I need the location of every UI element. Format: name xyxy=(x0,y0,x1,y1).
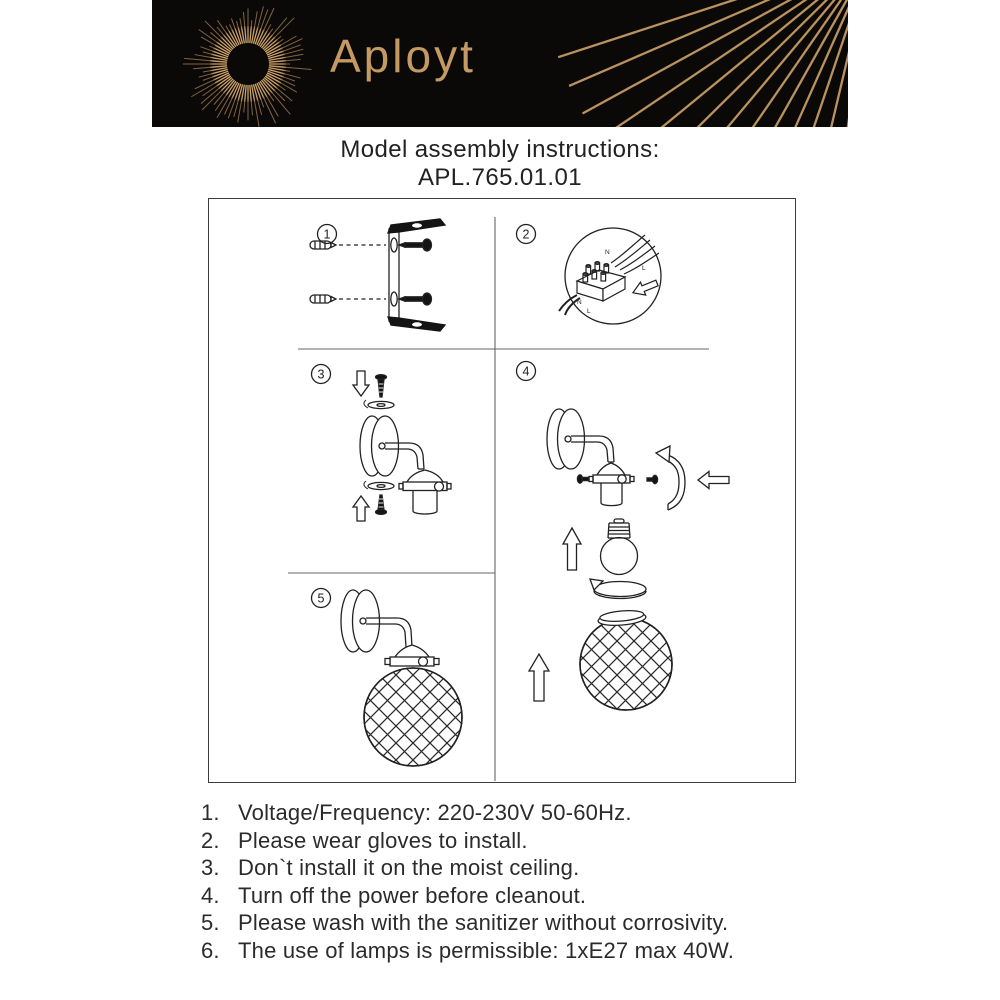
list-item xyxy=(201,937,881,965)
step4-panel xyxy=(517,362,730,711)
banner-art xyxy=(152,0,848,127)
item-number: 3. xyxy=(201,855,220,881)
assembly-diagram xyxy=(208,198,796,783)
step3-panel xyxy=(312,365,452,522)
bulb-up-arrow xyxy=(563,528,581,570)
item-text: Please wear gloves to install. xyxy=(238,827,528,853)
washer-top xyxy=(364,400,394,409)
list-item xyxy=(201,854,881,882)
brand-banner xyxy=(152,0,848,127)
mesh-shade xyxy=(580,609,672,710)
supply-wires xyxy=(611,235,659,274)
item-text: Don`t install it on the moist ceiling. xyxy=(238,855,580,881)
screw-in-rotate-arrow xyxy=(590,579,646,599)
step3-number: 3 xyxy=(317,367,325,382)
item-text: Voltage/Frequency: 220-230V 50-60Hz. xyxy=(238,800,632,825)
step5-number: 5 xyxy=(317,591,325,606)
wire-label-n2: N xyxy=(577,299,582,306)
item-number: 2. xyxy=(201,827,220,853)
anchor-screw-top xyxy=(310,239,432,251)
step1-panel xyxy=(310,219,445,331)
instruction-list xyxy=(201,799,881,965)
anchor-screw-bottom xyxy=(310,293,432,305)
rotate-crescent-arrow xyxy=(656,446,685,510)
item-text: The use of lamps is permissible: 1xE27 max 40W. xyxy=(238,937,735,963)
item-text: Turn off the power before cleanout. xyxy=(238,882,587,908)
wire-label-l1: L xyxy=(642,265,646,272)
list-item xyxy=(201,909,881,937)
insert-arrow xyxy=(630,277,659,300)
canopy-screw-bottom xyxy=(376,495,387,514)
list-item xyxy=(201,799,881,827)
list-item xyxy=(201,827,881,855)
brand-logo-text: Aployt xyxy=(330,30,476,82)
model-number: APL.765.01.01 xyxy=(417,164,582,191)
push-left-arrow xyxy=(698,472,729,489)
socket-holder xyxy=(399,470,451,514)
page-title: Model assembly instructions: xyxy=(340,136,660,163)
item-number: 1. xyxy=(201,800,220,825)
step4-number: 4 xyxy=(522,364,530,379)
item-number: 5. xyxy=(201,910,220,936)
mounted-lamp-body xyxy=(547,409,634,506)
step2-number: 2 xyxy=(522,227,530,242)
terminal-block xyxy=(577,262,625,301)
washer-bottom xyxy=(364,481,394,490)
wall-canopy xyxy=(360,416,399,476)
light-bulb xyxy=(601,519,638,575)
sunburst-logo xyxy=(183,6,312,126)
item-number: 6. xyxy=(201,937,220,963)
list-item xyxy=(201,882,881,910)
down-arrow xyxy=(353,371,369,396)
assembly-diagram-canvas xyxy=(209,199,794,781)
wire-label-n1: N xyxy=(605,249,610,256)
item-text: Please wash with the sanitizer without corrosivity. xyxy=(238,910,729,936)
shade-up-arrow xyxy=(529,654,549,701)
up-arrow xyxy=(353,496,369,521)
step5-panel xyxy=(312,589,463,767)
corner-rays xyxy=(558,0,848,127)
wire-label-l2: L xyxy=(587,308,591,315)
step2-panel xyxy=(517,225,662,325)
finished-lamp xyxy=(341,590,462,766)
canopy-screw-top xyxy=(376,375,387,397)
step1-number: 1 xyxy=(323,227,331,242)
item-number: 4. xyxy=(201,882,220,908)
wall-bracket xyxy=(388,219,445,331)
